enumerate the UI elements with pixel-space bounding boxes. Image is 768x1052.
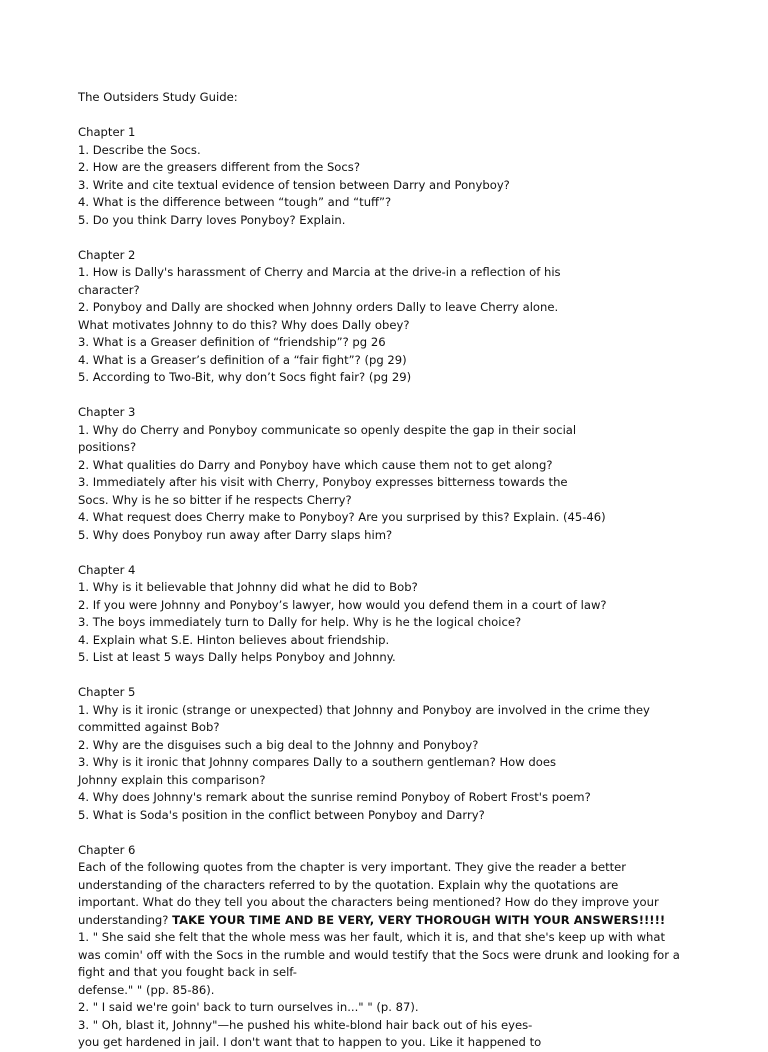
chapter-heading: Chapter 5 [78, 685, 136, 699]
question-line: 4. What is a Greaser’s definition of a “fair fight”? (pg 29) [78, 352, 407, 367]
question-line: 2. How are the greasers different from the Socs? [78, 160, 360, 174]
quote-line: you get hardened in jail. I don't want that to happen to you. Like it happened to [78, 1035, 542, 1049]
question-line: 2. If you were Johnny and Ponyboy’s lawyer, how would you defend them in a court of law? [78, 597, 607, 612]
question-line: 2. Why are the disguises such a big deal to the Johnny and Ponyboy? [78, 737, 479, 752]
spacer [78, 544, 718, 562]
question-line: 4. Why does Johnny's remark about the sunrise remind Ponyboy of Robert Frost's poem? [78, 790, 591, 804]
question-line: 5. Do you think Darry loves Ponyboy? Explain. [78, 212, 346, 227]
question-line: 5. List at least 5 ways Dally helps Ponyboy and Johnny. [78, 650, 396, 664]
question-line: 4. What request does Cherry make to Ponyboy? Are you surprised by this? Explain. (45-46) [78, 510, 606, 524]
question-line: 1. How is Dally's harassment of Cherry and Marcia at the drive-in a reflection of his [78, 265, 561, 279]
instruction-text: understanding? [78, 912, 173, 927]
question-line: 2. What qualities do Darry and Ponyboy have which cause them not to get along? [78, 457, 553, 472]
question-line: 1. Why is it believable that Johnny did what he did to Bob? [78, 580, 418, 594]
instruction-line: Each of the following quotes from the chapter is very important. They give the reader a better [78, 860, 627, 874]
spacer [78, 667, 718, 685]
question-line: 1. Why is it ironic (strange or unexpected) that Johnny and Ponyboy are involved in the crime they [78, 702, 650, 717]
chapter-6-section [78, 842, 718, 1052]
question-line: 1. Why do Cherry and Ponyboy communicate so openly despite the gap in their social [78, 422, 577, 437]
chapter-2-section [78, 247, 718, 387]
chapter-3-section [78, 404, 718, 544]
question-line: 3. Why is it ironic that Johnny compares Dally to a southern gentleman? How does [78, 755, 557, 769]
quote-line: was comin' off with the Socs in the rumble and would testify that the Socs were drunk and looking for a [78, 947, 680, 962]
question-line: 5. What is Soda's position in the conflict between Ponyboy and Darry? [78, 807, 485, 822]
quote-line: defense." " (pp. 85-86). [78, 982, 215, 997]
chapter-heading: Chapter 6 [78, 842, 136, 857]
question-line: 2. Ponyboy and Dally are shocked when Johnny orders Dally to leave Cherry alone. [78, 300, 559, 314]
chapter-heading: Chapter 1 [78, 125, 136, 139]
chapter-1-section [78, 124, 718, 229]
question-line: positions? [78, 440, 137, 454]
instruction-line [78, 912, 718, 930]
spacer [78, 387, 718, 405]
question-line: 3. Write and cite textual evidence of tension between Darry and Ponyboy? [78, 177, 510, 192]
question-line: 4. Explain what S.E. Hinton believes about friendship. [78, 632, 390, 647]
instruction-line: understanding of the characters referred to by the quotation. Explain why the quotations are [78, 877, 619, 892]
instruction-line: important. What do they tell you about the characters being mentioned? How do they improve your [78, 895, 659, 909]
question-line: 5. Why does Ponyboy run away after Darry slaps him? [78, 527, 393, 542]
question-line: committed against Bob? [78, 720, 220, 734]
quote-line: 2. " I said we're goin' back to turn ourselves in..." " (p. 87). [78, 1000, 419, 1014]
chapter-heading: Chapter 4 [78, 562, 136, 577]
spacer [78, 229, 718, 247]
chapter-5-section [78, 684, 718, 824]
quote-line: 1. " She said she felt that the whole mess was her fault, which it is, and that she's keep up with what [78, 930, 666, 944]
question-line: 5. According to Two-Bit, why don’t Socs fight fair? (pg 29) [78, 370, 412, 384]
quote-line: fight and that you fought back in self- [78, 965, 297, 979]
question-line: 3. What is a Greaser definition of “friendship”? pg 26 [78, 335, 386, 349]
spacer [78, 824, 718, 842]
question-line: Socs. Why is he so bitter if he respects Cherry? [78, 492, 352, 507]
spacer [78, 107, 718, 125]
question-line: Johnny explain this comparison? [78, 772, 266, 787]
question-line: 3. Immediately after his visit with Cherry, Ponyboy expresses bitterness towards the [78, 475, 568, 489]
chapter-heading: Chapter 3 [78, 405, 136, 419]
document-title: The Outsiders Study Guide: [78, 90, 238, 104]
study-guide-document [78, 89, 718, 1052]
question-line: 3. The boys immediately turn to Dally for help. Why is he the logical choice? [78, 615, 522, 629]
quote-line: 3. " Oh, blast it, Johnny"—he pushed his white-blond hair back out of his eyes- [78, 1017, 533, 1032]
question-line: 1. Describe the Socs. [78, 142, 201, 157]
question-line: 4. What is the difference between “tough” and “tuff”? [78, 195, 392, 209]
question-line: What motivates Johnny to do this? Why does Dally obey? [78, 317, 410, 332]
chapter-4-section [78, 562, 718, 667]
emphasis-instruction: TAKE YOUR TIME AND BE VERY, VERY THOROUGH WITH YOUR ANSWERS!!!!! [172, 912, 666, 927]
question-line: character? [78, 282, 140, 297]
chapter-heading: Chapter 2 [78, 247, 136, 262]
